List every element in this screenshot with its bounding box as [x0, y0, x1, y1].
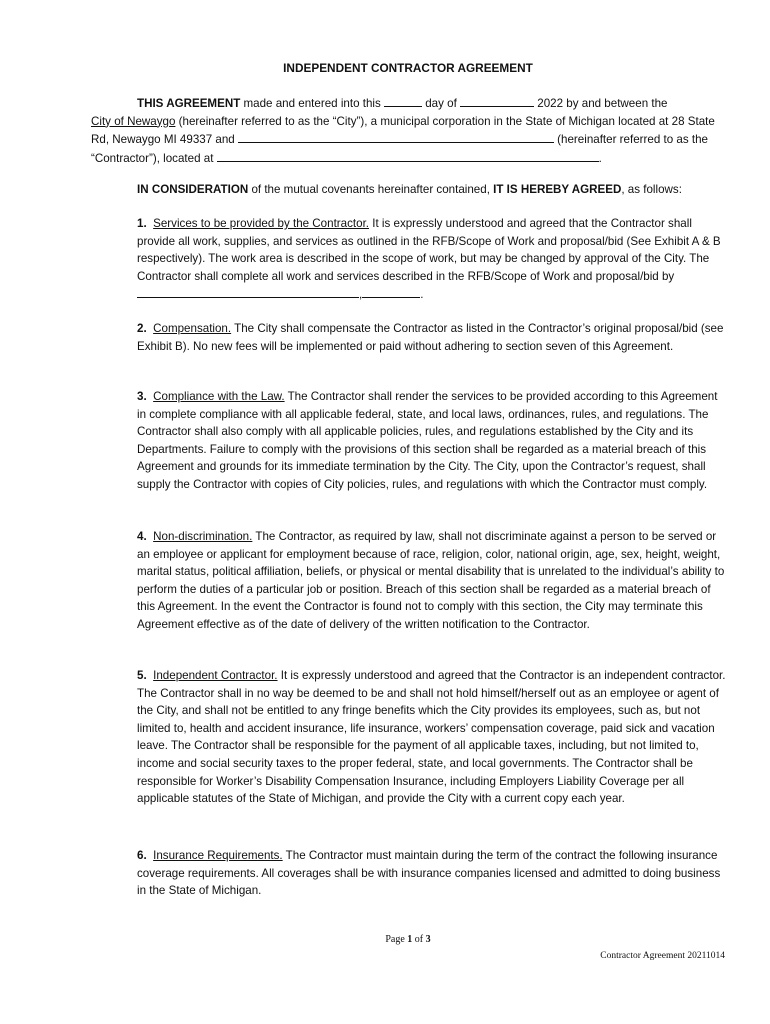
consideration-paragraph [91, 181, 726, 199]
city-name: City of Newaygo [91, 114, 176, 128]
section-heading: Insurance Requirements. [153, 849, 283, 862]
contractor-name-blank-field[interactable] [238, 130, 554, 143]
section-number: 6. [137, 849, 147, 862]
section-body: It is expressly understood and agreed that the Contractor is an independent contractor. The Contractor shall in no way be deemed to be and shall not hold himself/herself out as an employee or agent of the City, and shall not be entitled to any fringe benefits which the City provides its employees, such as, but not limited to, health and accident insurance, life insurance, workers’ compensation coverage, paid sick and vacation leave. The Contractor shall be responsible for the payment of all applicable taxes, including, but not limited to, income and social security taxes to the proper federal, state, and local governments. The Contractor shall be responsible for Worker’s Disability Compensation Insurance, including Employers Liability Coverage per all applicable statutes of the State of Michigan, and provide the City with a current copy each year. [137, 669, 726, 806]
section-1-period: . [420, 288, 424, 302]
section-2 [91, 320, 726, 355]
document-reference: Contractor Agreement 20211014 [600, 951, 725, 961]
section-number: 2. [137, 322, 147, 335]
page-of: of [412, 934, 426, 945]
page-total: 3 [425, 934, 431, 945]
document-title: INDEPENDENT CONTRACTOR AGREEMENT [283, 61, 533, 75]
section-1 [91, 215, 726, 304]
consideration-bold-2: IT IS HEREBY AGREED [493, 183, 622, 196]
contractor-address-blank-field[interactable] [217, 149, 599, 162]
section-heading: Compliance with the Law. [153, 390, 285, 403]
month-blank-field[interactable] [460, 94, 534, 107]
intro-lead: THIS AGREEMENT [137, 97, 241, 110]
section-heading: Independent Contractor. [153, 669, 278, 682]
section-body: The City shall compensate the Contractor as listed in the Contractor’s original proposal/bid (see Exhibit B). No new fees will be implemented or paid without adhering to section seven of this Agreement. [137, 322, 724, 353]
consideration-text-1: of the mutual covenants hereinafter contained, [248, 183, 494, 196]
page-prefix: Page [385, 934, 408, 945]
intro-text-6: . [598, 151, 602, 165]
page-current: 1 [407, 934, 413, 945]
intro-text-4: (hereinafter referred to as the “City”), a municipal corporation in the State of Michigan located at 28 State Rd, Newaygo MI 49337 and [91, 114, 715, 147]
intro-text-1: made and entered into this [240, 97, 385, 110]
section-1-comma: , [359, 288, 363, 302]
intro-text-5: (hereinafter referred to as the “Contractor”), located at [91, 133, 708, 165]
intro-text-2: day of [422, 97, 461, 110]
section-heading: Non-discrimination. [153, 530, 253, 543]
completion-date-blank-field[interactable] [137, 285, 359, 298]
section-6 [91, 847, 726, 900]
consideration-text-2: , as follows: [621, 183, 682, 196]
section-4 [91, 528, 726, 634]
page-number [0, 931, 770, 949]
section-number: 5. [137, 669, 147, 682]
day-blank-field[interactable] [384, 94, 422, 107]
section-3 [91, 388, 726, 494]
section-number: 4. [137, 530, 147, 543]
intro-text-3: 2022 by and between the [534, 97, 668, 110]
section-number: 3. [137, 390, 147, 403]
intro-paragraph [91, 94, 726, 167]
section-5 [91, 667, 726, 808]
section-body: The Contractor, as required by law, shall not discriminate against a person to be served or an employee or applicant for employment because of race, religion, color, national origin, age, sex, height, weight, marital status, political affiliation, beliefs, or physical or mental disability that is unrelated to the individual’s ability to perform the duties of a particular job or position. Breach of this section shall be regarded as a material breach of this Agreement. In the event the Contractor is found not to comply with this section, the City may terminate this Agreement effective as of the date of delivery of the written notification to the Contractor. [137, 530, 725, 631]
consideration-bold-1: IN CONSIDERATION [137, 183, 249, 196]
section-heading: Compensation. [153, 322, 232, 335]
section-number: 1. [137, 217, 147, 230]
section-body: The Contractor shall render the services to be provided according to this Agreement in complete compliance with all applicable federal, state, and local laws, ordinances, rules, and regulations. The Contractor shall also comply with all applicable policies, rules, and regulations established by the City and its Departments. Failure to comply with the provisions of this section shall be regarded as a material breach of this Agreement and grounds for its immediate termination by the City. The City, upon the Contractor’s request, shall supply the Contractor with copies of City policies, rules, and regulations with which the Contractor must comply. [137, 390, 718, 491]
section-body: The Contractor must maintain during the term of the contract the following insurance coverage requirements. All coverages shall be with insurance companies licensed and admitted to doing business in the State of Michigan. [137, 849, 721, 898]
section-heading: Services to be provided by the Contractor. [153, 217, 370, 230]
completion-year-blank-field[interactable] [362, 285, 420, 298]
section-body: It is expressly understood and agreed that the Contractor shall provide all work, supplies, and services as outlined in the RFB/Scope of Work and proposal/bid (See Exhibit A & B respectively). The work area is described in the scope of work, but may be changed by approval of the City. The Contractor shall complete all work and services described in the RFB/Scope of Work and proposal/bid by [137, 217, 721, 283]
